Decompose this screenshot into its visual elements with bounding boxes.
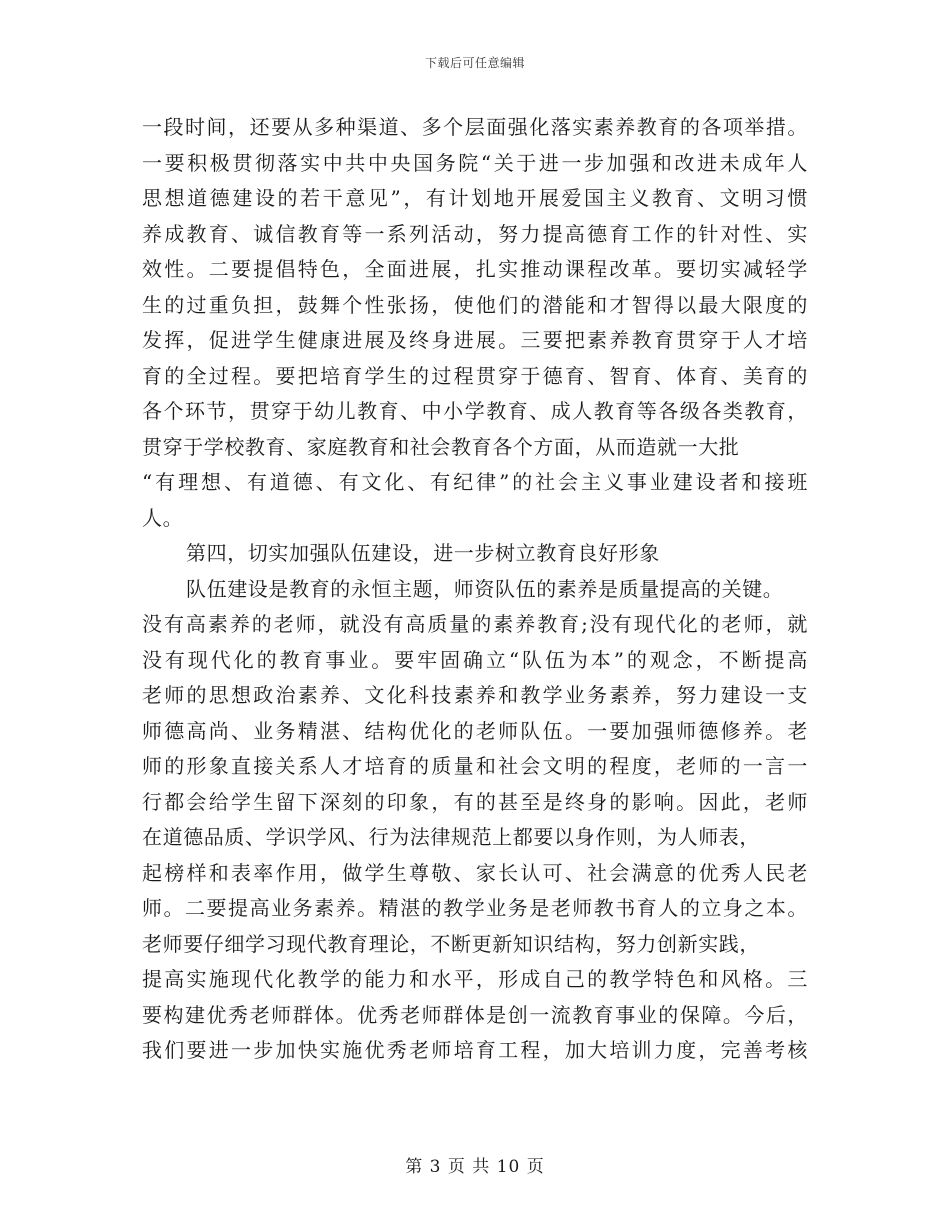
header-note: 下载后可任意编辑: [424, 56, 525, 70]
text-line: 养成教育、诚信教育等一系列活动，努力提高德育工作的针对性、实: [142, 221, 808, 246]
text-line: “有理想、有道德、有文化、有纪律”的社会主义事业建设者和接班: [142, 470, 808, 494]
text-line: 一要积极贯彻落实中共中央国务院“关于进一步加强和改进未成年人: [142, 150, 808, 175]
page-number: 第 3 页 共 10 页: [405, 1157, 545, 1177]
text-line: 起榜样和表率作用，做学生尊敬、家长认可、社会满意的优秀人民老: [142, 860, 808, 885]
text-line: 师。二要提高业务素养。精湛的教学业务是老师教书育人的立身之本。: [142, 896, 808, 920]
text-line: 提高实施现代化教学的能力和水平，形成自己的教学特色和风格。三: [142, 967, 808, 991]
text-line: 要构建优秀老师群体。优秀老师群体是创一流教育事业的保障。今后，: [142, 1002, 808, 1027]
text-line: 没有现代化的教育事业。要牢固确立“队伍为本”的观念，不断提高: [142, 647, 808, 672]
text-line: 人。: [142, 505, 184, 530]
text-line: 在道德品质、学识学风、行为法律规范上都要以身作则，为人师表，: [142, 825, 760, 849]
text-line: 师的形象直接关系人才培育的质量和社会文明的程度，老师的一言一: [142, 754, 808, 778]
body-text: [142, 110, 808, 1069]
text-line: 各个环节，贯穿于幼儿教育、中小学教育、成人教育等各级各类教育，: [142, 399, 808, 423]
text-line: 老师的思想政治素养、文化科技素养和教学业务素养，努力建设一支: [142, 683, 808, 707]
text-line: 师德高尚、业务精湛、结构优化的老师队伍。一要加强师德修养。老: [142, 718, 808, 743]
text-line: 思想道德建设的若干意见”，有计划地开展爱国主义教育、文明习惯: [142, 186, 808, 210]
text-line: 没有高素养的老师，就没有高质量的素养教育;没有现代化的老师，就: [142, 612, 808, 636]
text-line: 育的全过程。要把培育学生的过程贯穿于德育、智育、体育、美育的: [142, 363, 808, 388]
text-line: 队伍建设是教育的永恒主题，师资队伍的素养是质量提高的关键。: [186, 576, 784, 601]
text-line: 行都会给学生留下深刻的印象，有的甚至是终身的影响。因此，老师: [142, 789, 808, 814]
text-line: 生的过重负担，鼓舞个性张扬，使他们的潜能和才智得以最大限度的: [142, 292, 808, 317]
text-line: 我们要进一步加快实施优秀老师培育工程，加大培训力度，完善考核: [142, 1038, 808, 1062]
text-line: 效性。二要提倡特色，全面进展，扎实推动课程改革。要切实减轻学: [142, 257, 808, 281]
text-line: 老师要仔细学习现代教育理论，不断更新知识结构，努力创新实践，: [142, 931, 760, 956]
text-line: 一段时间，还要从多种渠道、多个层面强化落实素养教育的各项举措。: [142, 115, 808, 139]
text-line: 发挥，促进学生健康进展及终身进展。三要把素养教育贯穿于人才培: [142, 328, 808, 352]
text-line: 贯穿于学校教育、家庭教育和社会教育各个方面，从而造就一大批: [142, 434, 740, 459]
section-heading: 第四，切实加强队伍建设，进一步树立教育良好形象: [186, 541, 660, 565]
